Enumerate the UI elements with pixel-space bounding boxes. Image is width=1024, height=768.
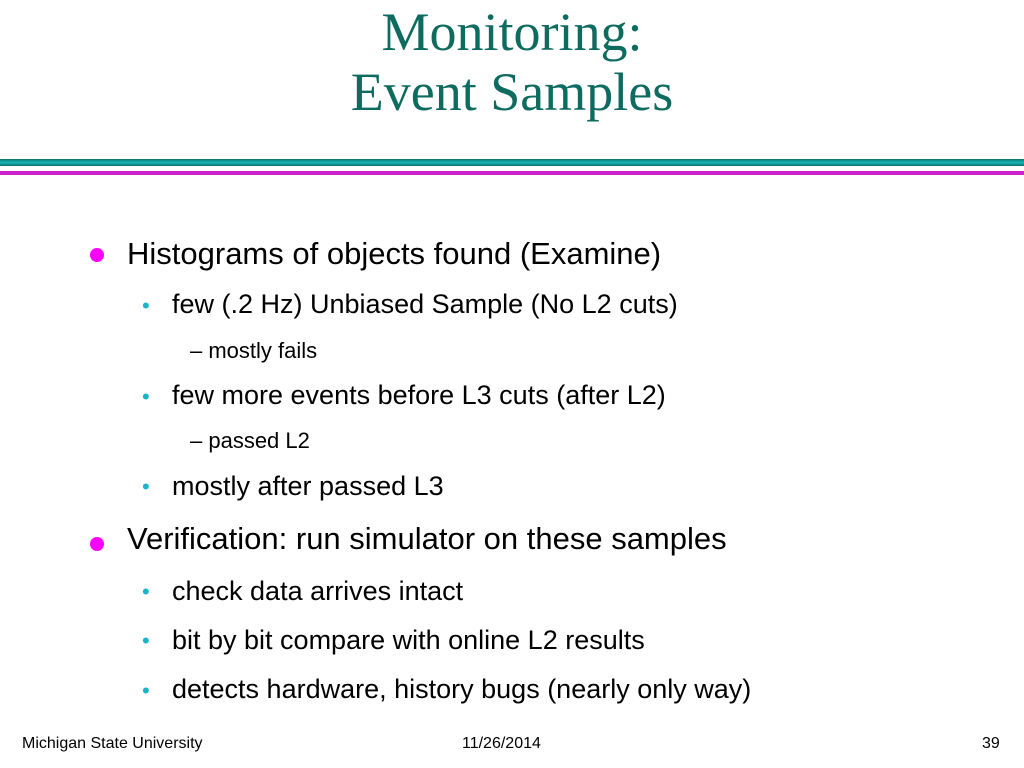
bullet-dot-icon — [90, 248, 104, 262]
footer-page-number: 39 — [982, 735, 1000, 752]
bullet-level2: detects hardware, history bugs (nearly only way) — [172, 674, 752, 704]
bullet-level2: few (.2 Hz) Unbiased Sample (No L2 cuts) — [172, 289, 678, 319]
bullet-level3: – passed L2 — [190, 428, 310, 453]
bullet-level2: mostly after passed L3 — [172, 471, 444, 501]
bullet-level2: check data arrives intact — [172, 576, 464, 606]
footer-organization: Michigan State University — [22, 735, 203, 752]
bullet-level3: – mostly fails — [190, 338, 318, 363]
footer-date: 11/26/2014 — [462, 735, 541, 752]
slide-title-line-2: Event Samples — [350, 62, 674, 122]
bullet-dot-icon — [90, 537, 104, 551]
sub-bullet-dot-icon: • — [142, 678, 150, 703]
slide-title-line-1: Monitoring: — [381, 2, 643, 62]
sub-bullet-dot-icon: • — [142, 293, 150, 318]
sub-bullet-dot-icon: • — [142, 384, 150, 409]
bullet-level2: few more events before L3 cuts (after L2) — [172, 380, 666, 410]
sub-bullet-dot-icon: • — [142, 628, 150, 653]
bullet-level1: Verification: run simulator on these samples — [127, 521, 727, 556]
sub-bullet-dot-icon: • — [142, 579, 150, 604]
sub-bullet-dot-icon: • — [142, 474, 150, 499]
bullet-level2: bit by bit compare with online L2 results — [172, 625, 645, 655]
bullet-level1: Histograms of objects found (Examine) — [127, 236, 662, 271]
